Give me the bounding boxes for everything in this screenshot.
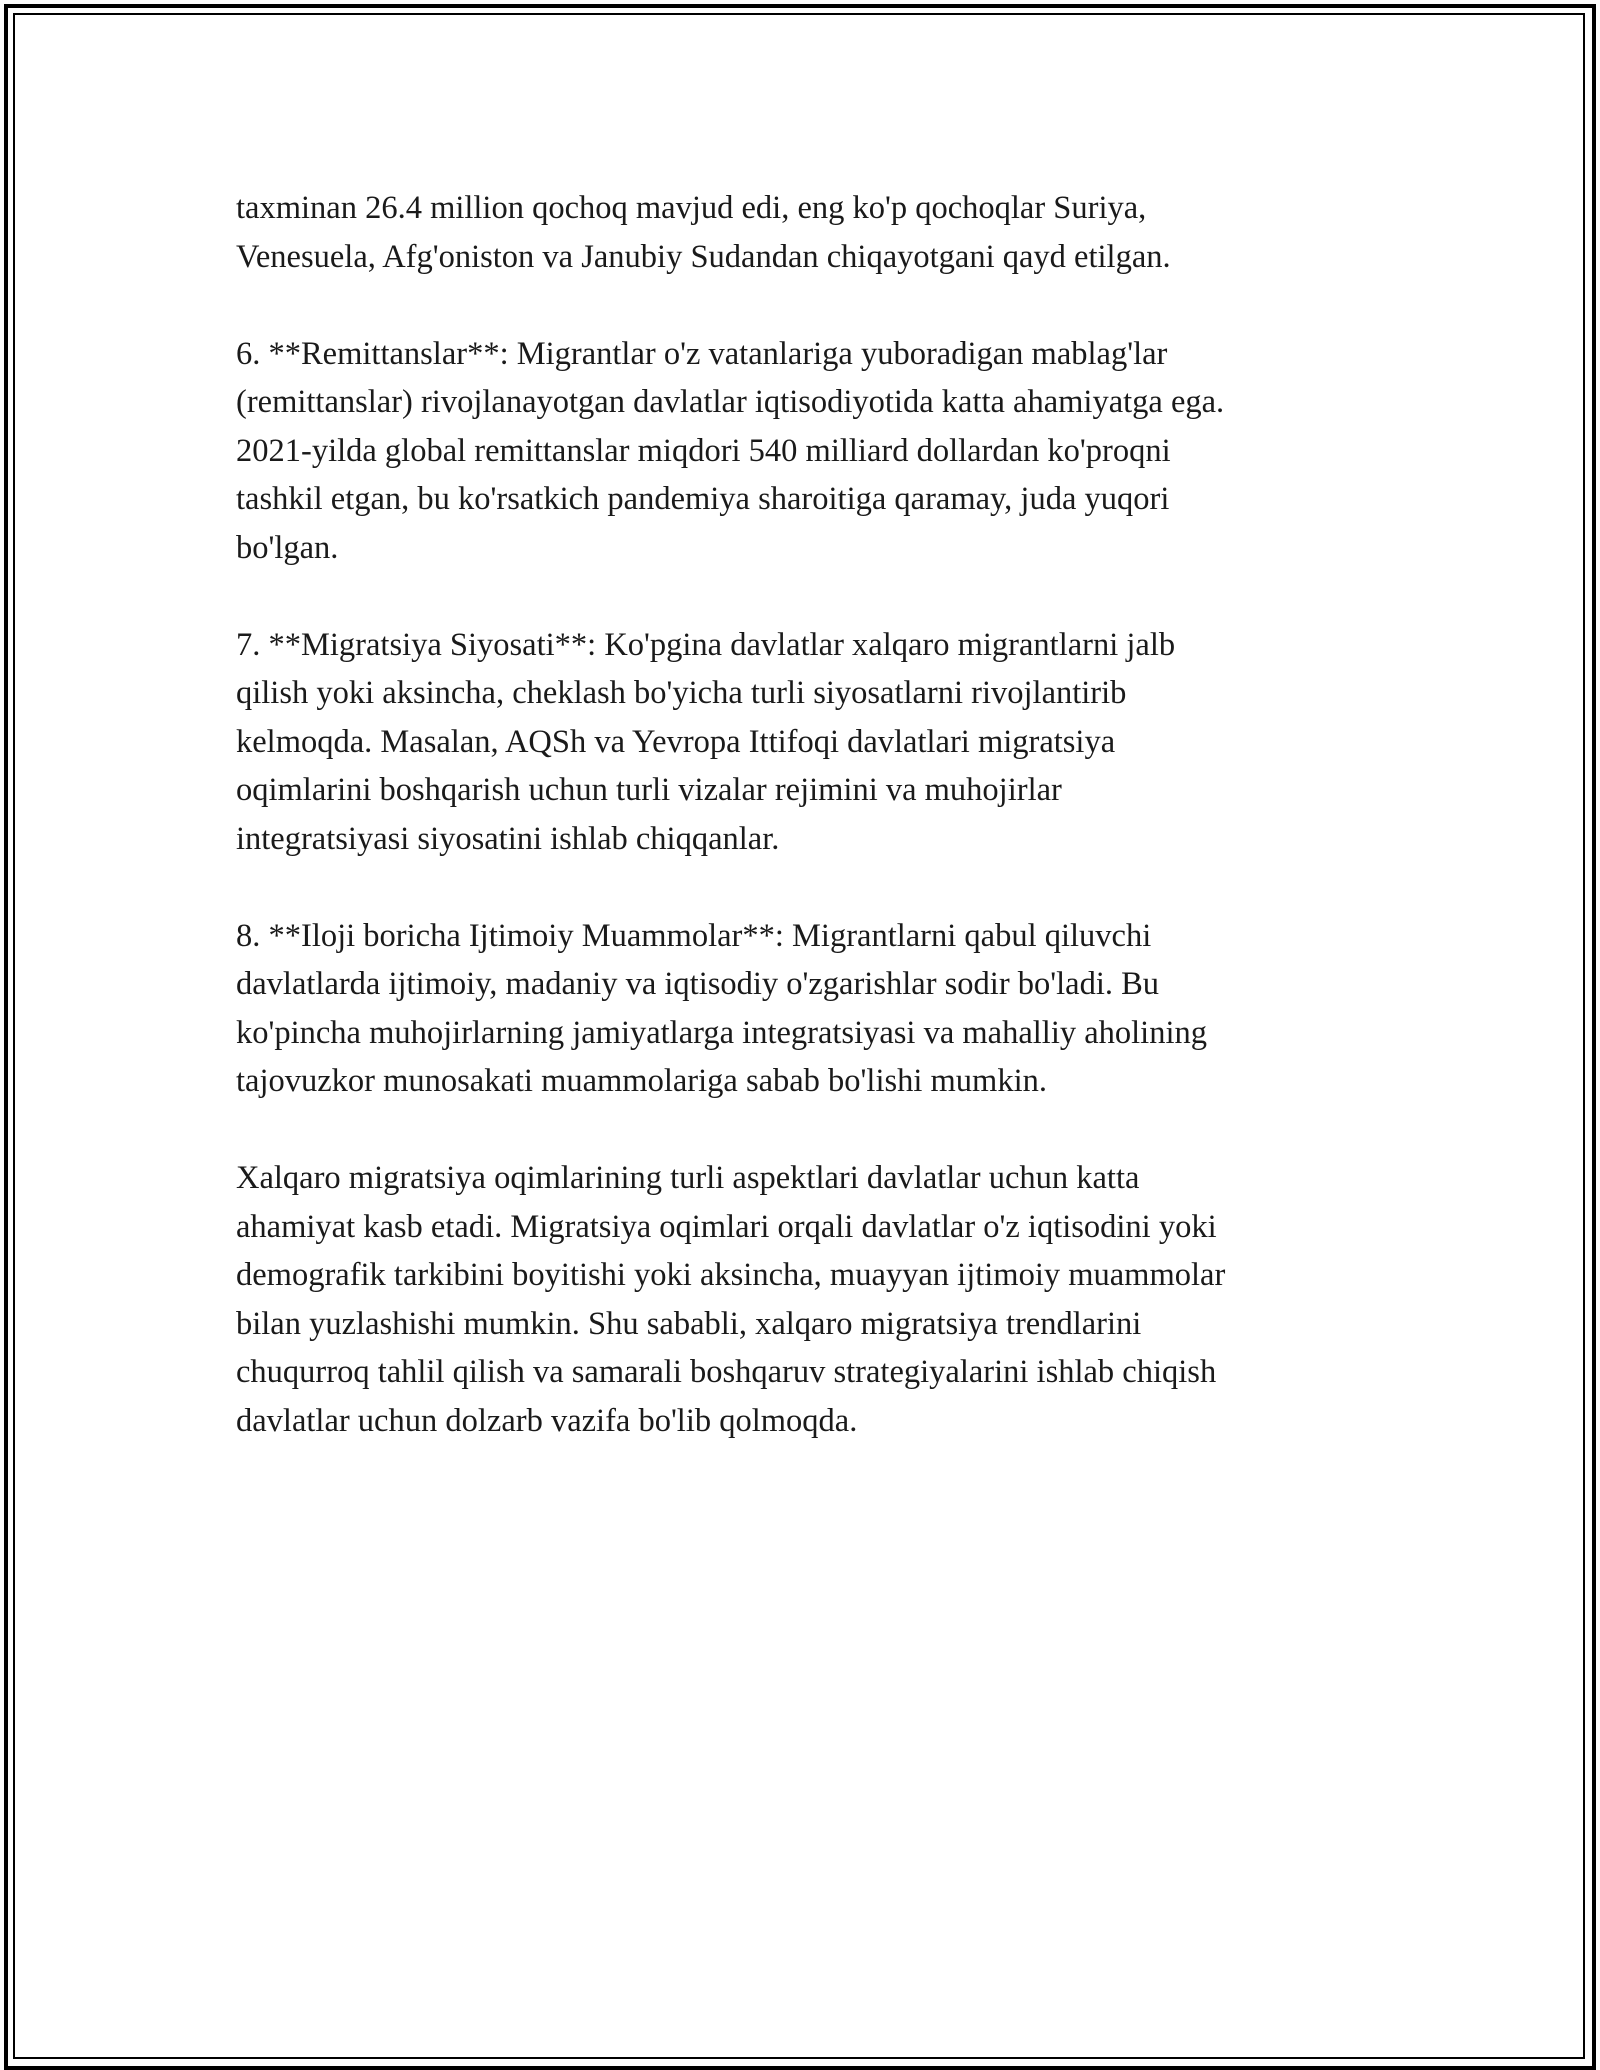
paragraph-refugees-continued: taxminan 26.4 million qochoq mavjud edi, eng ko'p qochoqlar Suriya, Venesuela, Afg'oniston va Janubiy Sudandan chiqayotgani qayd etilgan.	[236, 190, 1171, 275]
paragraph-conclusion: Xalqaro migratsiya oqimlarining turli aspektlari davlatlar uchun katta ahamiyat kasb etadi. Migratsiya oqimlari orqali davlatlar o'z iqtisodini yoki demografik tarkibini boyitishi yoki aksincha, muayyan ijtimoiy muammolar bilan yuzlashishi mumkin. Shu sababli, xalqaro migratsiya trendlarini chuqurroq tahlil qilish va samarali boshqaruv strategiyalarini ishlab chiqish davlatlar uchun dolzarb vazifa bo'lib qolmoqda.	[236, 1160, 1226, 1439]
document-body	[236, 184, 1366, 1494]
paragraph-migration-policy: 7. **Migratsiya Siyosati**: Ko'pgina davlatlar xalqaro migrantlarni jalb qilish yoki aksincha, cheklash bo'yicha turli siyosatlarni rivojlantirib kelmoqda. Masalan, AQSh va Yevropa Ittifoqi davlatlari migratsiya oqimlarini boshqarish uchun turli vizalar rejimini va muhojirlar integratsiyasi siyosatini ishlab chiqqanlar.	[236, 626, 1176, 857]
paragraph-remittances: 6. **Remittanslar**: Migrantlar o'z vatanlariga yuboradigan mablag'lar (remittanslar) rivojlanayotgan davlatlar iqtisodiyotida katta ahamiyatga ega. 2021-yilda global remittanslar miqdori 540 milliard dollardan ko'proqni tashkil etgan, bu ko'rsatkich pandemiya sharoitiga qaramay, juda yuqori bo'lgan.	[236, 335, 1225, 566]
paragraph-social-problems: 8. **Iloji boricha Ijtimoiy Muammolar**: Migrantlarni qabul qiluvchi davlatlarda ijtimoiy, madaniy va iqtisodiy o'zgarishlar sodir bo'ladi. Bu ko'pincha muhojirlarning jamiyatlarga integratsiyasi va mahalliy aholining tajovuzkor munosakati muammolariga sabab bo'lishi mumkin.	[236, 917, 1207, 1099]
